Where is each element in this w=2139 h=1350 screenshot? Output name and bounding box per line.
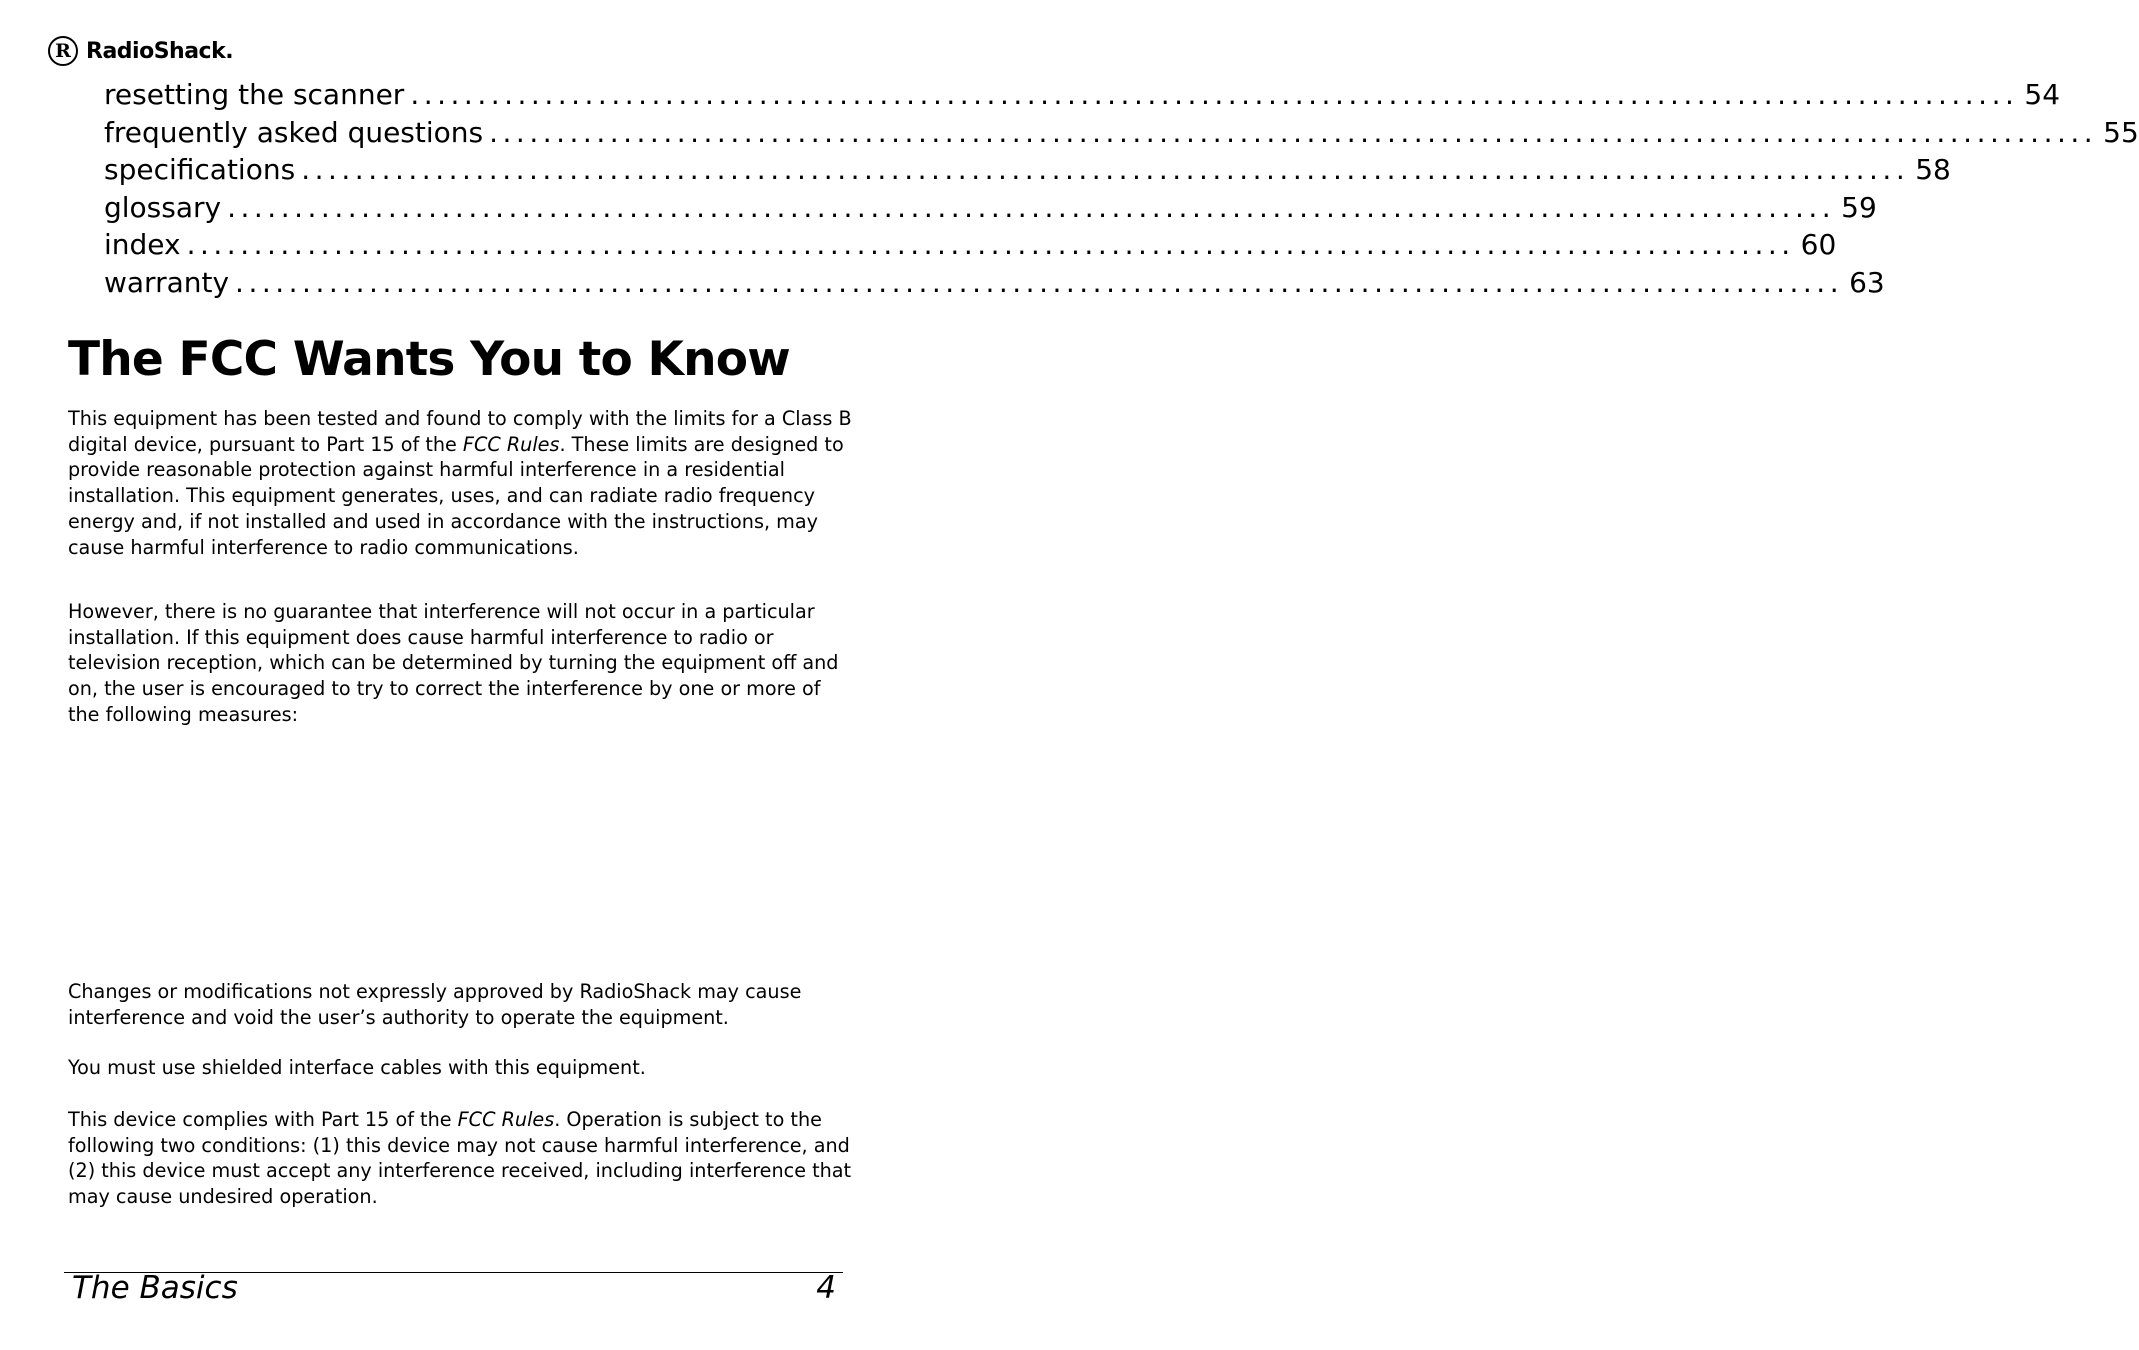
paragraph-text: This device complies with Part 15 of the [68, 1108, 458, 1131]
toc-entry-page: 58 [1915, 153, 1951, 187]
toc-entry-page: 63 [1849, 265, 1885, 299]
paragraph-text: This equipment has been tested and found to comply with the limits for a Class B digital device, pursuant to Part 15 of the [68, 407, 852, 456]
toc-leader-dots: ........................................................................................................................ [235, 265, 1844, 299]
fcc-paragraph-modifications: Changes or modifications not expressly approved by RadioShack may cause interference and void the user’s authority to operate the equipment. [68, 980, 802, 1029]
footer-page-number: 4 [816, 1270, 836, 1306]
toc-leader-dots: ........................................................................................................................ [186, 228, 1795, 262]
footer-section-title: The Basics [72, 1270, 238, 1306]
paragraph-text: . These limits are designed to provide reasonable protection against harmful interference in a residential installation. This equipment generates, uses, and can radiate radio frequency energy and, if not installed and used in accordance with the instructions, may cause harmful interference to radio communications. [68, 432, 844, 559]
toc-leader-dots: ........................................................................................................................ [227, 190, 1836, 224]
toc-entry-page: 60 [1800, 228, 1837, 262]
toc-entry[interactable] [104, 115, 2139, 154]
toc-entry-page: 54 [2024, 78, 2061, 111]
toc-entry[interactable] [104, 78, 2061, 116]
toc-entry[interactable] [104, 190, 1877, 229]
toc-leader-dots: ........................................................................................................................ [489, 115, 2098, 149]
toc-entry[interactable] [104, 265, 1885, 304]
table-of-contents [104, 78, 2139, 304]
fcc-paragraph-part15 [68, 1107, 858, 1210]
paragraph-text: . Operation is subject to the following two conditions: (1) this device may not cause harmful interference, and (2) this device must accept any interference received, including interference that may cause undesired operation. [68, 1108, 852, 1209]
toc-entry-page: 59 [1841, 190, 1877, 224]
toc-entry-label: frequently asked questions [104, 115, 484, 149]
fcc-rules-reference: FCC Rules [462, 432, 560, 456]
fcc-paragraph-compliance [68, 406, 858, 560]
registered-mark-icon: R [48, 36, 78, 66]
fcc-rules-reference: FCC Rules [457, 1108, 555, 1131]
brand-logo [48, 36, 233, 66]
toc-entry-label: warranty [104, 265, 230, 299]
toc-entry-label: index [104, 228, 181, 262]
section-heading: The FCC Wants You to Know [68, 332, 790, 387]
toc-entry[interactable] [104, 228, 1837, 266]
fcc-paragraph-no-guarantee: However, there is no guarantee that interference will not occur in a particular installation. If this equipment does cause harmful interference to radio or television reception, which can be determined by turning the equipment off and on, the user is encouraged to try to correct the interference by one or more of the following measures: [68, 600, 839, 726]
toc-leader-dots: ........................................................................................................................ [410, 78, 2019, 111]
toc-entry-label: specifications [104, 153, 296, 187]
toc-entry[interactable] [104, 153, 1951, 191]
toc-entry-label: resetting the scanner [104, 78, 405, 111]
toc-entry-label: glossary [104, 190, 222, 224]
brand-name: RadioShack. [86, 38, 234, 64]
toc-entry-page: 55 [2103, 115, 2139, 149]
fcc-paragraph-shielded-cables: You must use shielded interface cables with this equipment. [68, 1056, 646, 1079]
toc-leader-dots: ........................................................................................................................ [301, 153, 1910, 187]
